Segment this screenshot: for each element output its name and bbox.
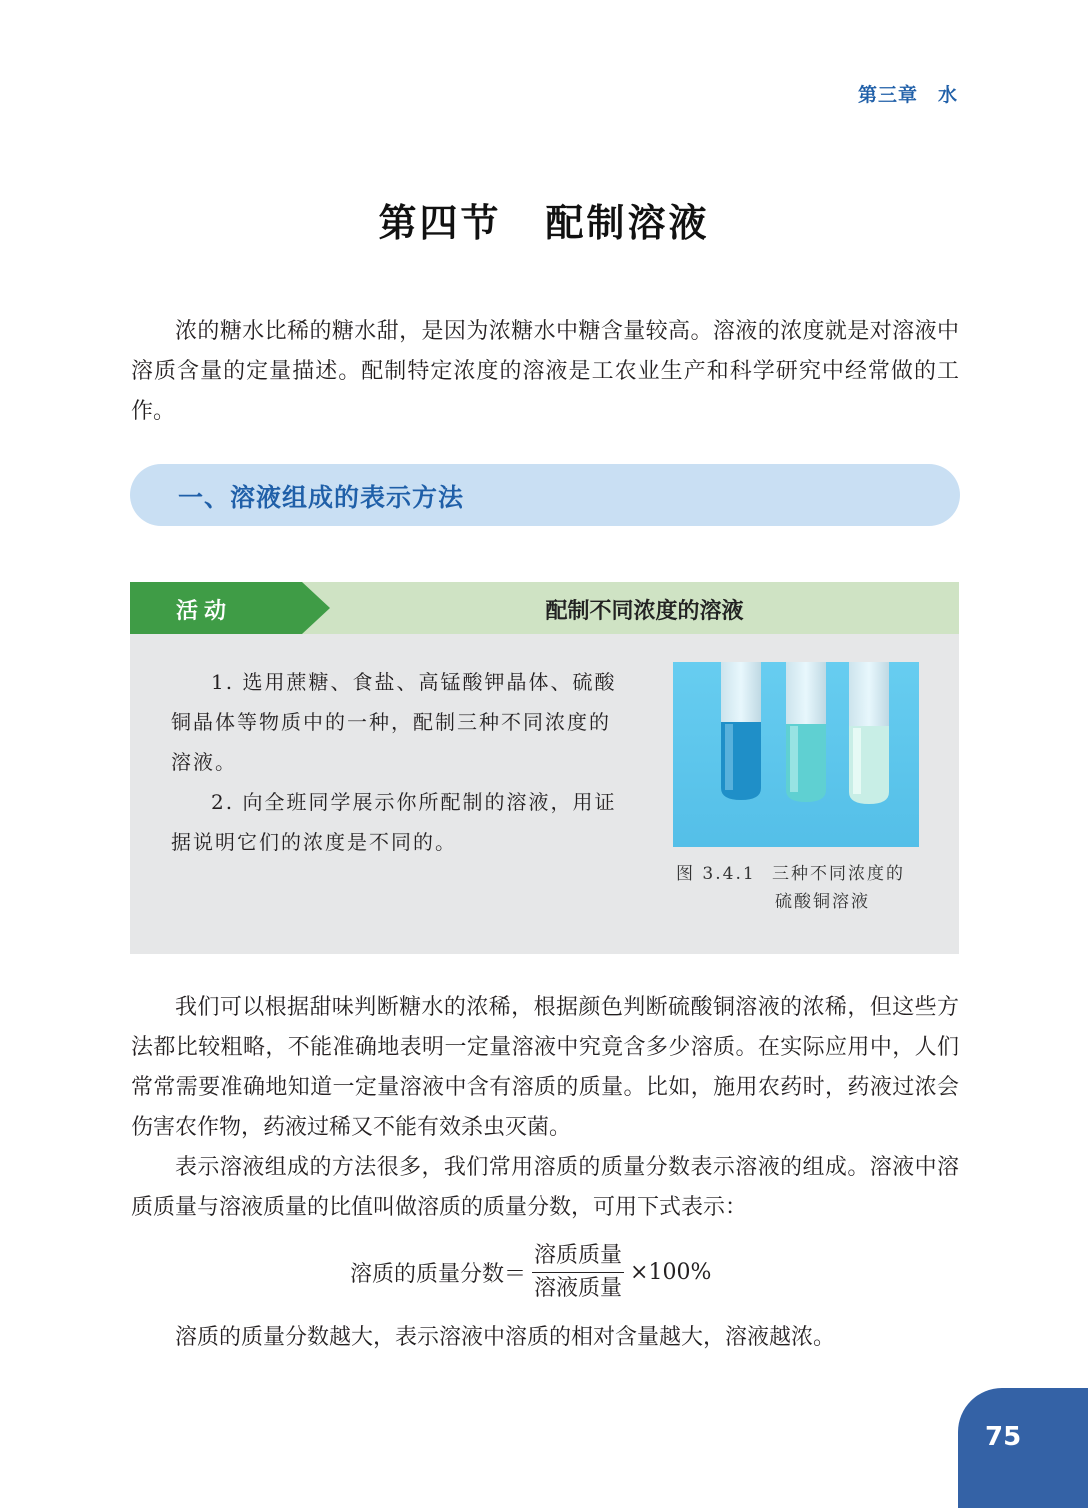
section-name: 配制溶液: [545, 201, 710, 245]
activity-arrow-icon: [302, 582, 330, 634]
tube-1-glass: [721, 662, 761, 722]
activity-step-1: 1. 选用蔗糖、食盐、高锰酸钾晶体、硫酸铜晶体等物质中的一种，配制三种不同浓度的溶液。: [171, 670, 617, 774]
activity-tag: [130, 582, 302, 634]
body-paragraph-1: 我们可以根据甜味判断糖水的浓稀，根据颜色判断硫酸铜溶液的浓稀，但这些方法都比较粗略，不能准确地表明一定量溶液中究竟含多少溶质。在实际应用中，人们常常需要准确地知道一定量溶液中含有溶质的质量。比如，施用农药时，药液过浓会伤害农作物，药液过稀又不能有效杀虫灭菌。: [131, 995, 959, 1140]
chapter-header: [858, 80, 958, 107]
tube-3-glass: [849, 662, 889, 726]
activity-box: [130, 582, 959, 954]
body-paragraph-3: 溶质的质量分数越大，表示溶液中溶质的相对含量越大，溶液越浓。: [175, 1325, 836, 1350]
activity-tag-text: 活动: [176, 599, 233, 624]
subheading-banner: [130, 464, 960, 526]
subheading-text: 一、溶液组成的表示方法: [178, 483, 465, 512]
formula-denominator: 溶液质量: [534, 1276, 623, 1301]
test-tubes-illustration: [673, 662, 919, 847]
figure-caption: [676, 860, 926, 916]
activity-header-bar: [130, 582, 959, 634]
formula-fraction: [532, 1242, 624, 1303]
activity-steps: [171, 662, 626, 862]
chapter-label: 第三章: [857, 84, 918, 106]
figure-caption-line-2: 硫酸铜溶液: [775, 892, 870, 912]
chapter-subject: 水: [937, 84, 958, 106]
activity-title: 配制不同浓度的溶液: [545, 599, 744, 624]
tube-2-glass: [786, 662, 826, 724]
formula-lhs: 溶质的质量分数＝: [350, 1262, 527, 1287]
formula-factor: ×100%: [630, 1260, 712, 1285]
intro-paragraph: 浓的糖水比稀的糖水甜，是因为浓糖水中糖含量较高。溶液的浓度就是对溶液中溶质含量的定量描述。配制特定浓度的溶液是工农业生产和科学研究中经常做的工作。: [131, 319, 959, 424]
formula-numerator: 溶质质量: [532, 1242, 624, 1273]
mass-fraction-formula: [350, 1242, 711, 1303]
section-number: 第四节: [378, 201, 502, 245]
page-number-tab: [958, 1388, 1088, 1508]
test-tubes-photo: [673, 662, 919, 847]
figure-number: 图 3.4.1: [676, 864, 756, 884]
section-title: [0, 192, 1088, 247]
body-paragraph-2: 表示溶液组成的方法很多，我们常用溶质的质量分数表示溶液的组成。溶液中溶质质量与溶液质量的比值叫做溶质的质量分数，可用下式表示：: [131, 1155, 959, 1220]
page-number: 75: [985, 1422, 1022, 1452]
activity-step-2: 2. 向全班同学展示你所配制的溶液，用证据说明它们的浓度是不同的。: [171, 790, 617, 854]
figure-caption-line-1: 三种不同浓度的: [772, 864, 905, 884]
